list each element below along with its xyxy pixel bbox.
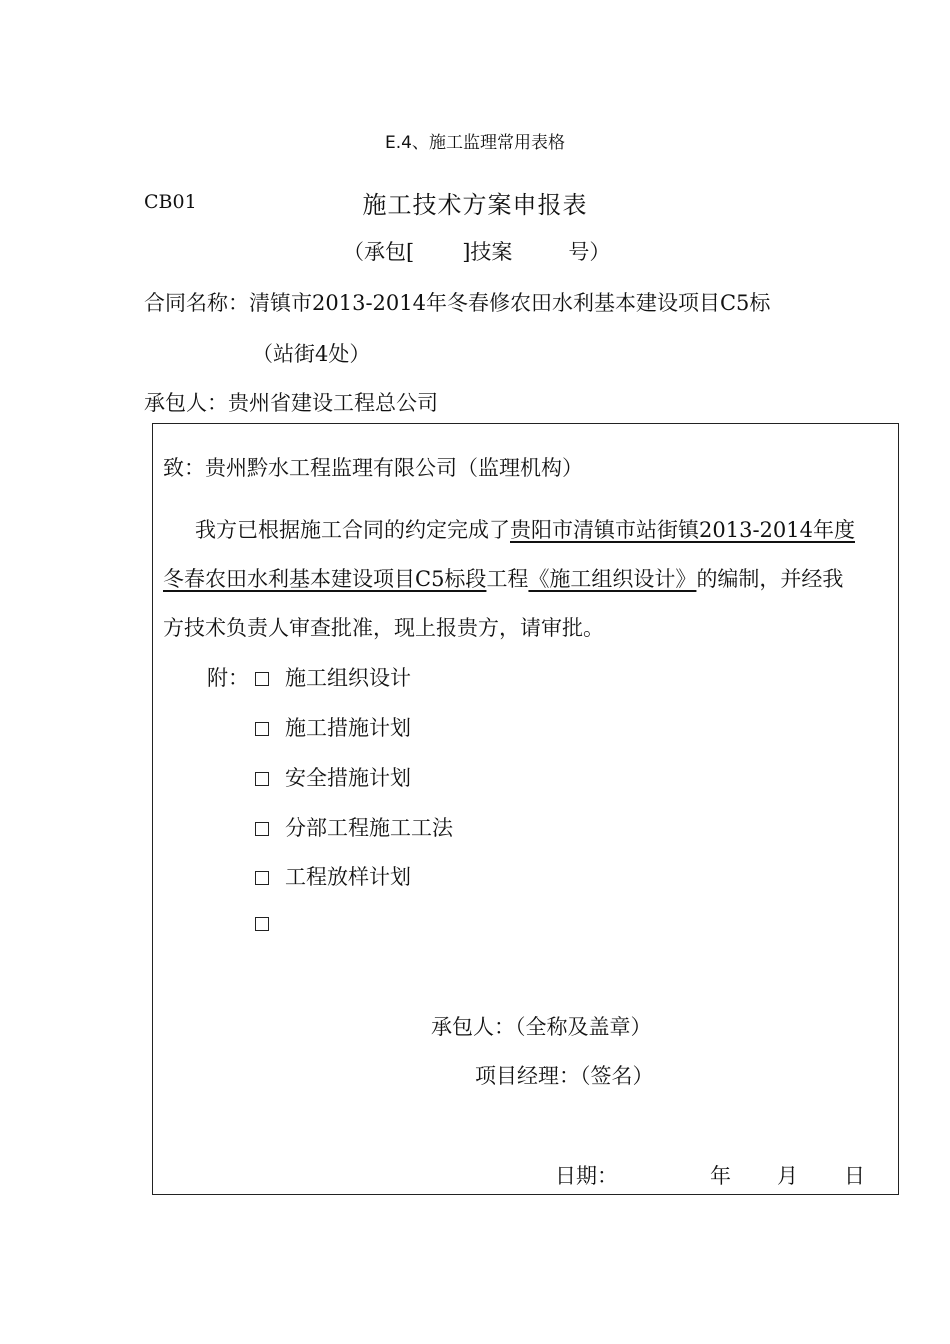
body-line-2: 冬春农田水利基本建设项目C5标段工程《施工组织设计》的编制，并经我 (163, 567, 844, 591)
document-name-underlined: 《施工组织设计》 (528, 567, 697, 591)
body-line-1: 我方已根据施工合同的约定完成了贵阳市清镇市站街镇2013-2014年度 (195, 518, 855, 542)
date-line (555, 1160, 865, 1190)
recipient-line: 致：贵州黔水工程监理有限公司（监理机构） (163, 456, 583, 480)
date-month: 月 (777, 1164, 798, 1188)
body-line-3: 方技术负责人审查批准，现上报贵方，请审批。 (163, 616, 604, 640)
checkbox-icon[interactable] (255, 722, 269, 736)
date-label: 日期： (555, 1164, 618, 1188)
form-title: 施工技术方案申报表 (362, 191, 588, 219)
form-number (343, 236, 610, 266)
checkbox-icon[interactable] (255, 871, 269, 885)
contract-name-continued: （站街4处） (252, 342, 371, 366)
section-title: E.4、施工监理常用表格 (385, 133, 565, 153)
form-number-middle: ]技案 (462, 240, 513, 264)
attachment-item: 施工组织设计 (255, 662, 411, 692)
attachments-label: 附： (207, 666, 249, 690)
form-code: CB01 (144, 191, 197, 213)
attachment-item: 工程放样计划 (255, 861, 411, 891)
contractor-signature: 承包人：（全称及盖章） (431, 1015, 652, 1039)
form-number-prefix: （承包[ (343, 240, 415, 264)
attachment-item (255, 911, 285, 935)
checkbox-icon[interactable] (255, 772, 269, 786)
checkbox-icon[interactable] (255, 672, 269, 686)
contractor-line: 承包人：贵州省建设工程总公司 (144, 391, 438, 415)
project-name-underlined: 贵阳市清镇市站街镇2013-2014年度 (510, 518, 855, 542)
date-year: 年 (710, 1164, 731, 1188)
date-day: 日 (844, 1164, 865, 1188)
contract-name: 合同名称：清镇市2013-2014年冬春修农田水利基本建设项目C5标 (144, 291, 771, 315)
attachment-item: 分部工程施工工法 (255, 812, 453, 842)
checkbox-icon[interactable] (255, 822, 269, 836)
form-number-suffix: 号） (568, 240, 611, 264)
project-name-underlined-cont: 冬春农田水利基本建设项目C5标段 (163, 567, 487, 591)
checkbox-icon[interactable] (255, 917, 269, 931)
project-manager-signature: 项目经理：（签名） (475, 1064, 654, 1088)
attachment-item: 安全措施计划 (255, 762, 411, 792)
attachment-item: 施工措施计划 (255, 712, 411, 742)
application-box (152, 423, 899, 1195)
